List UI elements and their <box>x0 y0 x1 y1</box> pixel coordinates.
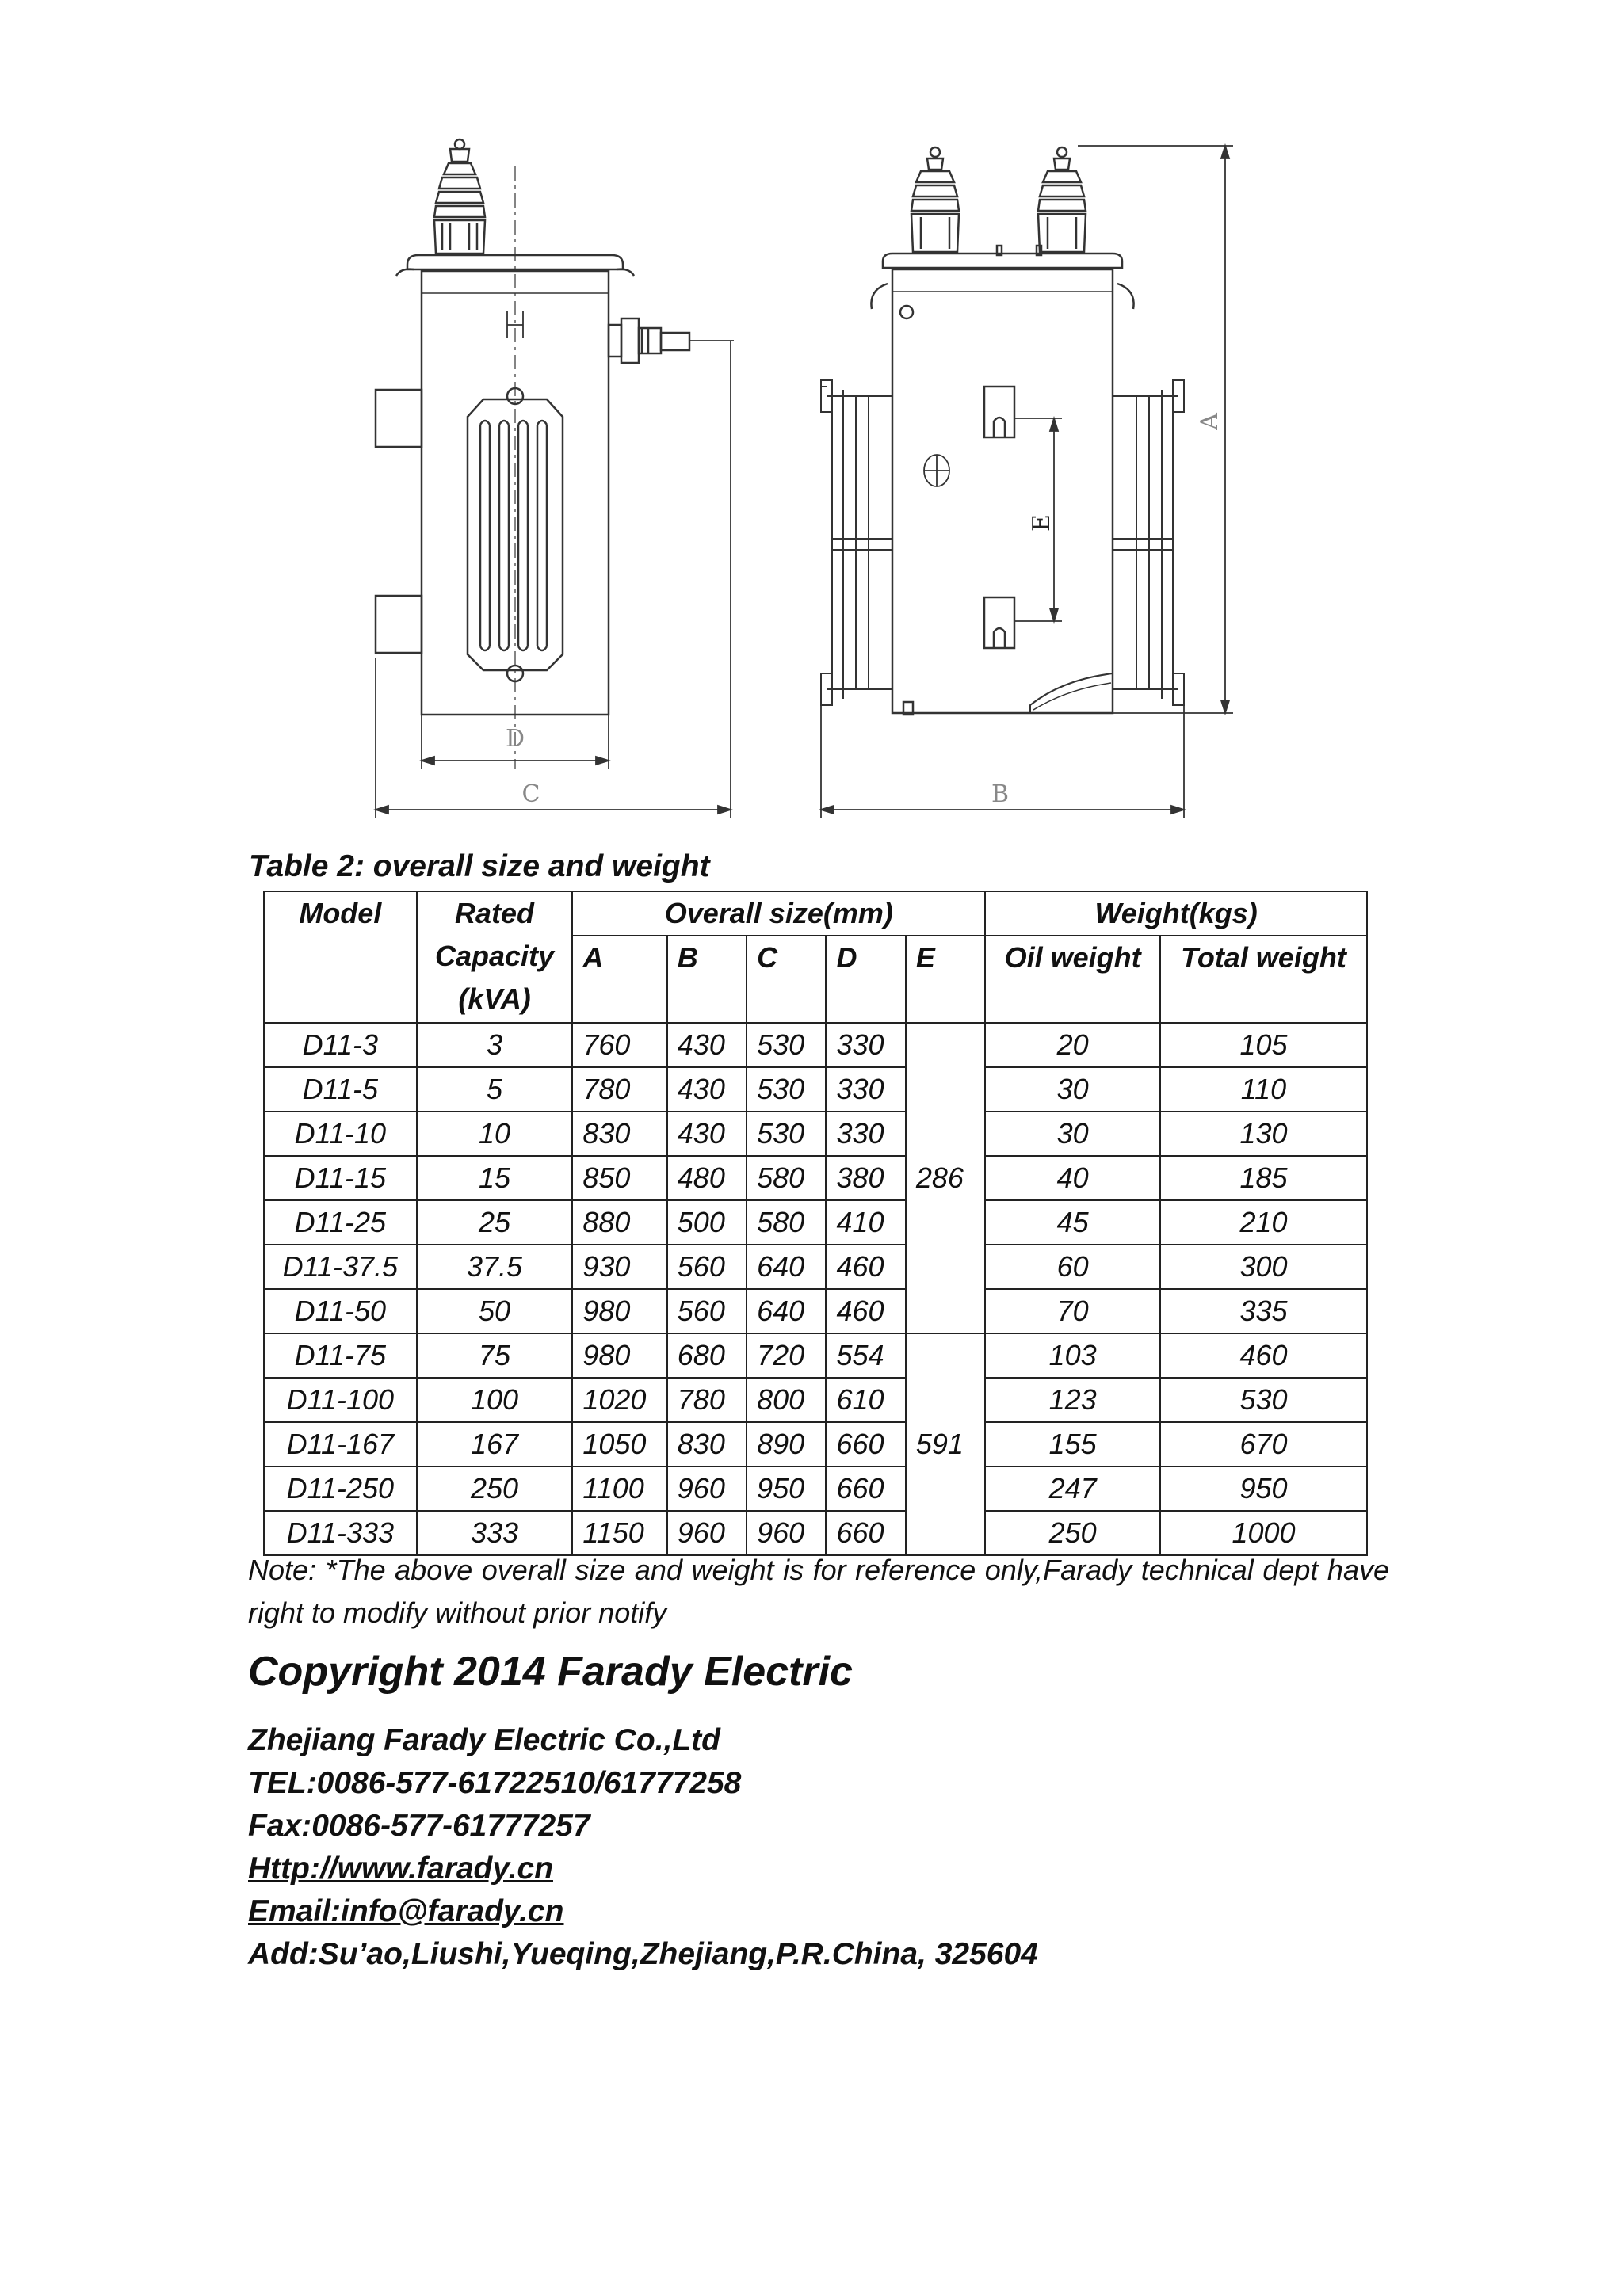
total-weight-cell: 335 <box>1160 1289 1367 1333</box>
size-e-cell: 286 <box>906 1023 985 1333</box>
size-b-header: B <box>667 936 747 1023</box>
model-cell: D11-25 <box>264 1200 417 1245</box>
side-mounting-bracket-lower <box>376 596 422 653</box>
size-a-cell: 880 <box>572 1200 666 1245</box>
size-e-header: E <box>906 936 985 1023</box>
oil-weight-cell: 103 <box>985 1333 1160 1378</box>
capacity-cell: 75 <box>417 1333 573 1378</box>
total-weight-cell: 110 <box>1160 1067 1367 1112</box>
size-d-cell: 460 <box>826 1289 905 1333</box>
total-weight-cell: 185 <box>1160 1156 1367 1200</box>
table-row <box>264 1112 1367 1156</box>
oil-weight-cell: 250 <box>985 1511 1160 1555</box>
weight-header: Weight(kgs) <box>985 891 1367 936</box>
capacity-cell: 25 <box>417 1200 573 1245</box>
capacity-cell: 15 <box>417 1156 573 1200</box>
overall-size-header: Overall size(mm) <box>572 891 985 936</box>
total-weight-cell: 1000 <box>1160 1511 1367 1555</box>
table-row <box>264 1200 1367 1245</box>
front-tank-body <box>892 269 1113 713</box>
size-d-cell: 380 <box>826 1156 905 1200</box>
model-cell: D11-50 <box>264 1289 417 1333</box>
capacity-cell: 50 <box>417 1289 573 1333</box>
total-weight-cell: 130 <box>1160 1112 1367 1156</box>
oil-weight-cell: 45 <box>985 1200 1160 1245</box>
size-e-cell: 591 <box>906 1333 985 1555</box>
size-b-cell: 830 <box>667 1422 747 1466</box>
size-c-cell: 530 <box>747 1112 826 1156</box>
table-row <box>264 1023 1367 1067</box>
size-a-cell: 1100 <box>572 1466 666 1511</box>
front-emblem <box>924 455 949 486</box>
size-c-header: C <box>747 936 826 1023</box>
table-row <box>264 1245 1367 1289</box>
total-weight-cell: 530 <box>1160 1378 1367 1422</box>
front-hanger-bracket-lower <box>984 597 1014 648</box>
side-bushing <box>434 139 485 254</box>
size-b-cell: 480 <box>667 1156 747 1200</box>
size-weight-table <box>263 891 1368 1556</box>
size-b-cell: 960 <box>667 1466 747 1511</box>
front-right-hanger <box>1113 380 1184 705</box>
front-left-hanger <box>821 380 892 705</box>
size-d-cell: 554 <box>826 1333 905 1378</box>
reference-note: Note: *The above overall size and weight is for reference only,Farady technical dept have right to modify without prior notify <box>248 1554 1389 1629</box>
size-c-cell: 580 <box>747 1156 826 1200</box>
table-row <box>264 1333 1367 1378</box>
capacity-cell: 5 <box>417 1067 573 1112</box>
table-row <box>264 1466 1367 1511</box>
capacity-cell: 10 <box>417 1112 573 1156</box>
model-cell: D11-37.5 <box>264 1245 417 1289</box>
oil-weight-cell: 60 <box>985 1245 1160 1289</box>
telephone: TEL:0086-577-61722510/61777258 <box>248 1766 742 1800</box>
dimension-b <box>821 705 1184 818</box>
model-cell: D11-10 <box>264 1112 417 1156</box>
size-d-cell: 460 <box>826 1245 905 1289</box>
transformer-drawings <box>349 135 1252 832</box>
dimension-a <box>1078 146 1233 713</box>
email-link[interactable]: Email:info@farady.cn <box>248 1894 564 1928</box>
model-cell: D11-5 <box>264 1067 417 1112</box>
size-a-cell: 830 <box>572 1112 666 1156</box>
capacity-cell: 3 <box>417 1023 573 1067</box>
total-weight-cell: 950 <box>1160 1466 1367 1511</box>
model-cell: D11-100 <box>264 1378 417 1422</box>
size-a-cell: 980 <box>572 1289 666 1333</box>
oil-weight-cell: 155 <box>985 1422 1160 1466</box>
oil-weight-header: Oil weight <box>985 936 1160 1023</box>
size-d-header: D <box>826 936 905 1023</box>
model-cell: D11-15 <box>264 1156 417 1200</box>
header-row-1 <box>264 891 1367 936</box>
capacity-cell: 333 <box>417 1511 573 1555</box>
total-weight-cell: 670 <box>1160 1422 1367 1466</box>
side-mounting-bracket-upper <box>376 390 422 447</box>
oil-weight-cell: 247 <box>985 1466 1160 1511</box>
oil-weight-cell: 30 <box>985 1067 1160 1112</box>
model-cell: D11-333 <box>264 1511 417 1555</box>
front-bushing-left <box>911 147 959 252</box>
front-view-drawing <box>821 146 1233 818</box>
fax: Fax:0086-577-61777257 <box>248 1809 590 1843</box>
model-cell: D11-75 <box>264 1333 417 1378</box>
size-c-cell: 720 <box>747 1333 826 1378</box>
oil-weight-cell: 30 <box>985 1112 1160 1156</box>
oil-weight-cell: 70 <box>985 1289 1160 1333</box>
size-c-cell: 890 <box>747 1422 826 1466</box>
size-d-cell: 410 <box>826 1200 905 1245</box>
address: Add:Su’ao,Liushi,Yueqing,Zhejiang,P.R.China, 325604 <box>248 1937 1038 1971</box>
dimension-b-label: B <box>991 780 1010 808</box>
size-b-cell: 960 <box>667 1511 747 1555</box>
table-row <box>264 1156 1367 1200</box>
size-a-cell: 1020 <box>572 1378 666 1422</box>
rated-capacity-header: Rated Capacity (kVA) <box>417 891 573 1023</box>
size-c-cell: 960 <box>747 1511 826 1555</box>
size-b-cell: 430 <box>667 1067 747 1112</box>
size-b-cell: 560 <box>667 1289 747 1333</box>
dimension-c <box>376 341 734 818</box>
dimension-d <box>422 715 609 769</box>
copyright-heading: Copyright 2014 Farady Electric <box>248 1649 853 1695</box>
oil-weight-cell: 20 <box>985 1023 1160 1067</box>
side-valve <box>609 318 689 363</box>
total-weight-cell: 460 <box>1160 1333 1367 1378</box>
front-drain-cover <box>1030 673 1113 713</box>
size-d-cell: 330 <box>826 1067 905 1112</box>
size-b-cell: 560 <box>667 1245 747 1289</box>
capacity-cell: 167 <box>417 1422 573 1466</box>
total-weight-cell: 210 <box>1160 1200 1367 1245</box>
table-row <box>264 1067 1367 1112</box>
dimension-e <box>1014 418 1062 621</box>
company-name: Zhejiang Farady Electric Co.,Ltd <box>248 1723 720 1757</box>
size-a-cell: 1150 <box>572 1511 666 1555</box>
side-view-drawing <box>376 139 734 818</box>
size-a-cell: 780 <box>572 1067 666 1112</box>
size-a-header: A <box>572 936 666 1023</box>
total-weight-cell: 300 <box>1160 1245 1367 1289</box>
front-bushing-right <box>1038 147 1086 252</box>
capacity-cell: 37.5 <box>417 1245 573 1289</box>
capacity-cell: 100 <box>417 1378 573 1422</box>
size-d-cell: 660 <box>826 1422 905 1466</box>
size-c-cell: 640 <box>747 1289 826 1333</box>
size-c-cell: 530 <box>747 1023 826 1067</box>
size-d-cell: 330 <box>826 1112 905 1156</box>
dimension-c-label: C <box>521 780 540 808</box>
size-d-cell: 330 <box>826 1023 905 1067</box>
model-header: Model <box>264 891 417 1023</box>
size-b-cell: 680 <box>667 1333 747 1378</box>
front-hanger-bracket-upper <box>984 387 1014 437</box>
oil-weight-cell: 123 <box>985 1378 1160 1422</box>
size-a-cell: 760 <box>572 1023 666 1067</box>
model-cell: D11-250 <box>264 1466 417 1511</box>
size-c-cell: 800 <box>747 1378 826 1422</box>
contact-block <box>248 1719 1038 1976</box>
dimension-d-label: D <box>505 725 525 753</box>
website-link[interactable]: Http://www.farady.cn <box>248 1852 553 1886</box>
model-cell: D11-167 <box>264 1422 417 1466</box>
capacity-cell: 250 <box>417 1466 573 1511</box>
size-a-cell: 930 <box>572 1245 666 1289</box>
table-caption: Table 2: overall size and weight <box>249 849 710 883</box>
size-d-cell: 610 <box>826 1378 905 1422</box>
size-c-cell: 950 <box>747 1466 826 1511</box>
dimension-a-label: A <box>1196 413 1224 430</box>
size-b-cell: 500 <box>667 1200 747 1245</box>
model-cell: D11-3 <box>264 1023 417 1067</box>
table-row <box>264 1289 1367 1333</box>
table-row <box>264 1422 1367 1466</box>
total-weight-cell: 105 <box>1160 1023 1367 1067</box>
table-row <box>264 1378 1367 1422</box>
size-c-cell: 580 <box>747 1200 826 1245</box>
size-a-cell: 1050 <box>572 1422 666 1466</box>
total-weight-header: Total weight <box>1160 936 1367 1023</box>
size-c-cell: 640 <box>747 1245 826 1289</box>
size-a-cell: 980 <box>572 1333 666 1378</box>
size-c-cell: 530 <box>747 1067 826 1112</box>
size-d-cell: 660 <box>826 1511 905 1555</box>
oil-weight-cell: 40 <box>985 1156 1160 1200</box>
size-b-cell: 430 <box>667 1023 747 1067</box>
size-b-cell: 430 <box>667 1112 747 1156</box>
size-a-cell: 850 <box>572 1156 666 1200</box>
size-d-cell: 660 <box>826 1466 905 1511</box>
size-b-cell: 780 <box>667 1378 747 1422</box>
dimension-e-label: E <box>1028 514 1056 532</box>
